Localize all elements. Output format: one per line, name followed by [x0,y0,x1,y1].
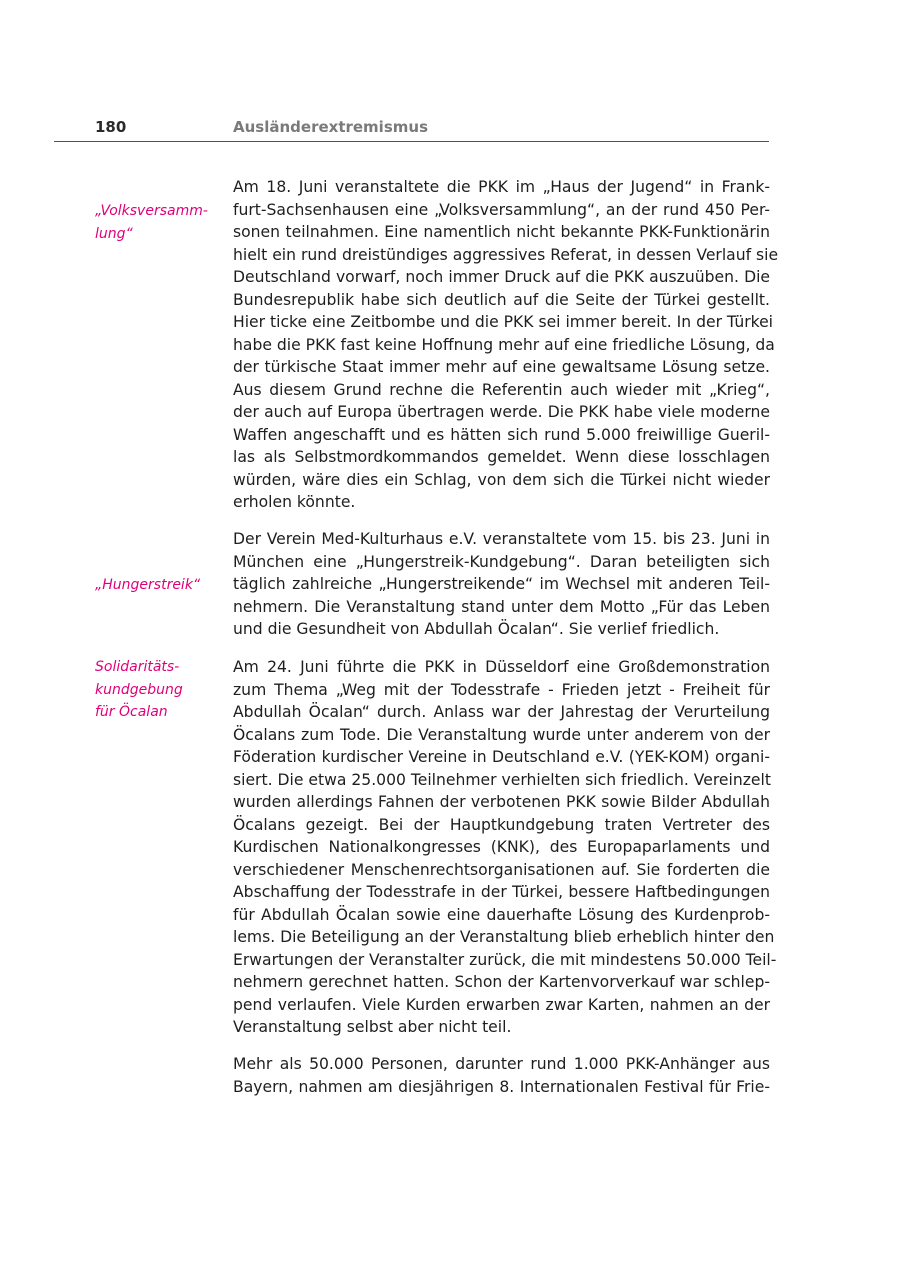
margin-note-solidaritaetskundgebung [95,656,225,724]
body-paragraph-1 [233,176,779,514]
body-paragraph-4 [233,1053,770,1098]
text-line: Deutschland vorwarf, noch immer Druck auf die PKK auszuüben. Die [233,268,770,286]
margin-note-line: Solidaritäts- [95,659,180,675]
text-line: Der Verein Med-Kulturhaus e.V. veranstaltete vom 15. bis 23. Juni in [233,530,770,548]
text-line: würden, wäre dies ein Schlag, von dem sich die Türkei nicht wieder [233,470,770,489]
header-rule [54,141,769,142]
page-header [0,0,900,145]
margin-note-line: lung“ [95,225,133,242]
text-line: Am 24. Juni führte die PKK in Düsseldorf eine Großdemonstration [233,658,770,676]
text-line: Bundesrepublik habe sich deutlich auf die Seite der Türkei gestellt. [233,290,770,309]
text-line: Mehr als 50.000 Personen, darunter rund 1.000 PKK-Anhänger aus [233,1055,770,1073]
text-line: Waffen angeschafft und es hätten sich rund 5.000 freiwillige Gueril- [233,425,770,444]
margin-note-line: „Hungerstreik“ [95,577,201,593]
text-line: Aus diesem Grund rechne die Referentin auch wieder mit „Krieg“, [233,380,770,399]
text-line: Abschaffung der Todesstrafe in der Türkei, bessere Haftbedingungen [233,883,770,901]
text-line: München eine „Hungerstreik-Kundgebung“. Daran beteiligten sich [233,552,770,571]
text-line: nehmern. Die Veranstaltung stand unter dem Motto „Für das Leben [233,597,770,616]
running-title: Ausländerextremismus [233,118,428,136]
text-line: Am 18. Juni veranstaltete die PKK im „Haus der Jugend“ in Frank- [233,178,770,196]
text-line: Bayern, nahmen am diesjährigen 8. Internationalen Festival für Frie- [233,1077,770,1096]
text-line: Öcalans gezeigt. Bei der Hauptkundgebung traten Vertreter des [233,815,770,834]
text-line: sonen teilnahmen. Eine namentlich nicht bekannte PKK-Funktionärin [233,223,770,241]
text-line: der türkische Staat immer mehr auf eine gewaltsame Lösung setze. [233,358,770,376]
body-paragraph-2 [233,528,770,641]
margin-note-line: „Volksversamm- [95,203,208,219]
text-line: hielt ein rund dreistündiges aggressives Referat, in dessen Verlauf sie [233,245,779,264]
text-line: Abdullah Öcalan“ durch. Anlass war der Jahrestag der Verurteilung [233,703,770,721]
text-line: zum Thema „Weg mit der Todesstrafe - Frieden jetzt - Freiheit für [233,680,770,699]
margin-note-hungerstreik [95,574,225,597]
text-line: Kurdischen Nationalkongresses (KNK), des Europaparlaments und [233,838,770,856]
text-line: der auch auf Europa übertragen werde. Die PKK habe viele moderne [233,403,770,421]
text-line: wurden allerdings Fahnen der verbotenen PKK sowie Bilder Abdullah [233,793,770,811]
body-paragraph-3 [233,656,777,1039]
text-line: Veranstaltung selbst aber nicht teil. [233,1018,512,1036]
text-line: las als Selbstmordkommandos gemeldet. Wenn diese losschlagen [233,448,770,466]
text-line: für Abdullah Öcalan sowie eine dauerhafte Lösung des Kurdenprob- [233,905,770,924]
text-line: siert. Die etwa 25.000 Teilnehmer verhielten sich friedlich. Vereinzelt [233,770,771,789]
margin-note-volksversammlung [95,200,225,245]
page-number: 180 [95,118,127,136]
text-line: Öcalans zum Tode. Die Veranstaltung wurde unter anderem von der [233,725,770,744]
margin-note-line: kundgebung [95,681,183,698]
text-line: nehmern gerechnet hatten. Schon der Kartenvorverkauf war schlep- [233,973,770,991]
text-line: erholen könnte. [233,493,356,511]
text-line: täglich zahlreiche „Hungerstreikende“ im Wechsel mit anderen Teil- [233,575,770,593]
text-line: lems. Die Beteiligung an der Veranstaltung blieb erheblich hinter den [233,928,775,946]
text-line: furt-Sachsenhausen eine „Volksversammlung“, an der rund 450 Per- [233,200,770,219]
text-line: Hier ticke eine Zeitbombe und die PKK sei immer bereit. In der Türkei [233,313,774,331]
text-line: Föderation kurdischer Vereine in Deutschland e.V. (YEK-KOM) organi- [233,748,770,766]
text-line: Erwartungen der Veranstalter zurück, die mit mindestens 50.000 Teil- [233,950,777,969]
text-line: pend verlaufen. Viele Kurden erwarben zwar Karten, nahmen an der [233,995,770,1014]
margin-note-line: für Öcalan [95,704,168,720]
text-line: habe die PKK fast keine Hoffnung mehr auf eine friedliche Lösung, da [233,335,775,354]
text-line: und die Gesundheit von Abdullah Öcalan“. Sie verlief friedlich. [233,620,720,638]
text-line: verschiedener Menschenrechtsorganisationen auf. Sie forderten die [233,860,770,879]
